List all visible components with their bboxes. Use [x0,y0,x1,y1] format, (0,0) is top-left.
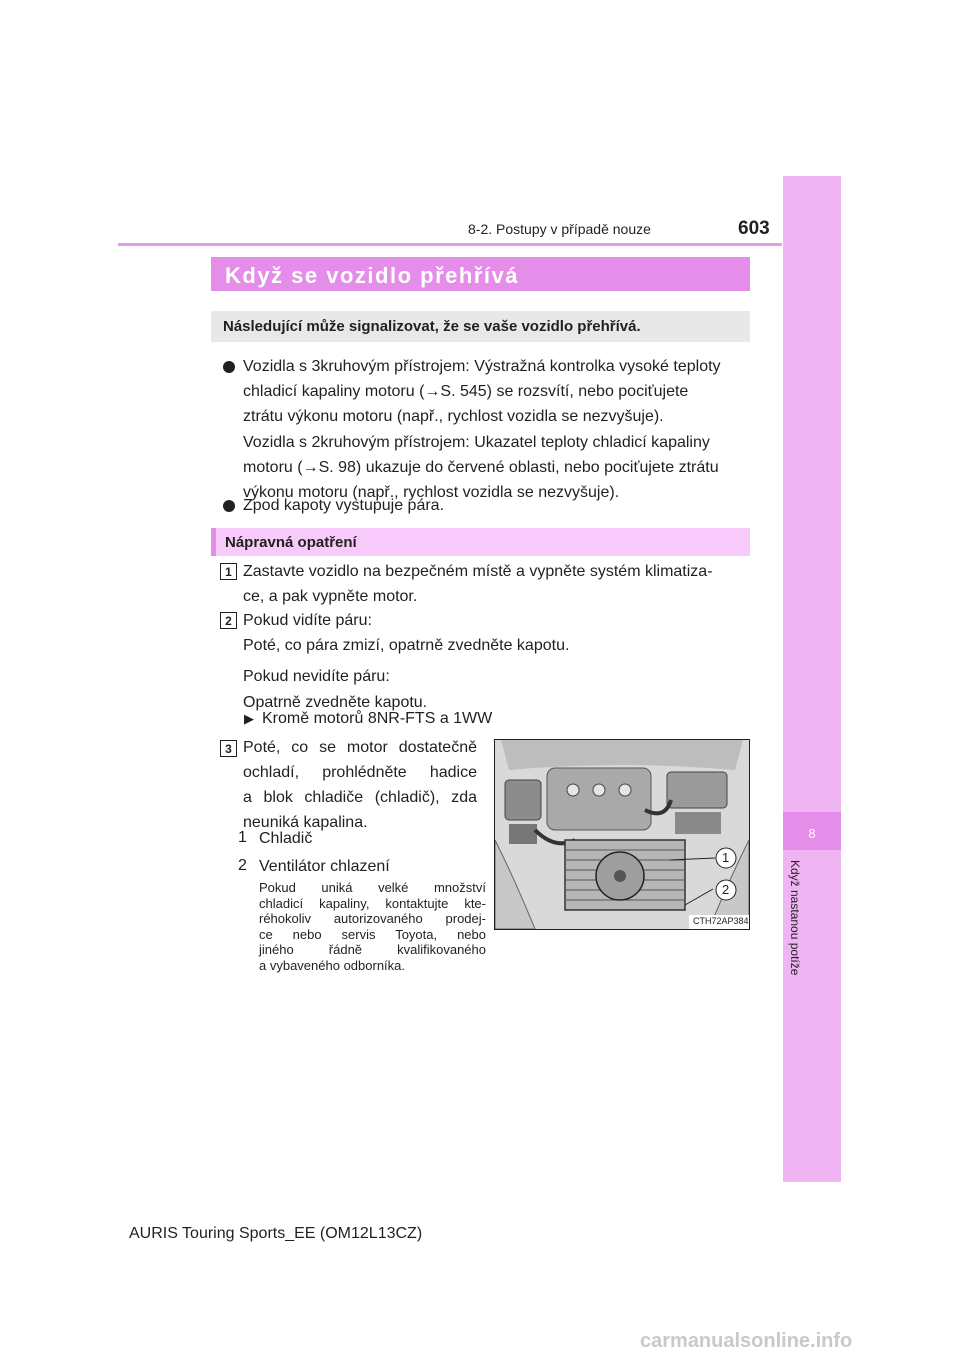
step-number-box: 3 [220,740,237,757]
step2-text [243,608,743,715]
note-line: a vybaveného odborníka. [259,957,405,973]
bullet-text-1 [243,354,743,505]
footer-text: AURIS Touring Sports_EE (OM12L13CZ) [129,1225,423,1242]
step-line: Pokud vidíte páru: [243,612,372,629]
side-chapter-bar [783,176,841,1182]
bullet-line: chladicí kapaliny motoru (→S. 545) se rozsvítí, nebo pociťujete [243,383,689,401]
header-rule [118,243,782,246]
bullet-dot [223,500,235,512]
chapter-number: 8 [808,826,816,841]
page-title: Když se vozidlo přehřívá [225,263,519,288]
legend-label: Ventilátor chlazení [259,858,390,875]
watermark: carmanualsonline.info [640,1330,853,1352]
note-line: réhokoliv autorizovaného prodej- [259,911,486,926]
page-title-banner [211,257,750,291]
legend-label: Chladič [259,830,313,847]
arrow-item-text: Kromě motorů 8NR-FTS a 1WW [262,710,493,727]
remedy-heading: Nápravná opatření [225,534,357,551]
legend-number: 2 [238,857,247,874]
step3-text-last: neuniká kapalina. [243,814,368,831]
step-line: Poté, co pára zmizí, opatrně zvedněte kapotu. [243,637,570,655]
step-number-box: 1 [220,563,237,580]
figure-code: CTH72AP384 [693,916,749,926]
engine-bay-illustration [495,740,749,929]
step-line: Poté, co se motor dostatečně [243,739,477,756]
remedy-heading-band [211,528,750,556]
chapter-title: Když nastanou potíže [788,860,802,976]
section-label: 8-2. Postupy v případě nouze [468,221,651,237]
chapter-title-vertical [788,860,810,1020]
note-line: ce nebo servis Toyota, nebo [259,926,486,942]
note-text [259,880,486,973]
bullet-line: motoru (→S. 98) ukazuje do červené oblasti, nebo pociťujete ztrátu [243,458,719,476]
step-line: Zastavte vozidlo na bezpečném místě a vypněte systém klimatiza- [243,563,713,580]
step-number-box: 2 [220,612,237,629]
legend-number: 1 [238,829,247,846]
step-line: Opatrně zvedněte kapotu. [243,693,428,711]
step1-text [243,559,743,609]
intro-heading-band [211,311,750,342]
bullet-line: Zpod kapoty vystupuje pára. [243,497,445,514]
bullet-dot [223,361,235,373]
arrow-right-icon: ▶ [244,711,254,726]
step3-text [243,735,477,811]
engine-bay-figure [494,739,750,930]
bullet-text-2 [243,493,743,518]
step-line: ochladí, prohlédněte hadice [243,764,477,782]
intro-heading: Následující může signalizovat, že se vaše vozidlo přehřívá. [223,318,641,335]
page-number: 603 [738,218,770,239]
step-line: ce, a pak vypněte motor. [243,588,418,606]
step-line: Pokud nevidíte páru: [243,668,390,686]
note-line: Pokud uniká velké množství [259,880,486,895]
bullet-line: Vozidla s 2kruhovým přístrojem: Ukazatel teploty chladicí kapaliny [243,433,710,451]
figure-callout-2: 2 [722,882,730,897]
bullet-line: výkonu motoru (např., rychlost vozidla se nezvyšuje). [243,484,620,502]
figure-callout-1: 1 [722,850,730,865]
note-line: jiného řádně kvalifikovaného [259,942,486,957]
step-line: a blok chladiče (chladič), zda [243,789,477,807]
bullet-line: Vozidla s 3kruhovým přístrojem: Výstražná kontrolka vysoké teploty [243,358,721,375]
note-line: chladicí kapaliny, kontaktujte kte- [259,895,486,911]
bullet-line: ztrátu výkonu motoru (např., rychlost vozidla se nezvyšuje). [243,408,664,426]
